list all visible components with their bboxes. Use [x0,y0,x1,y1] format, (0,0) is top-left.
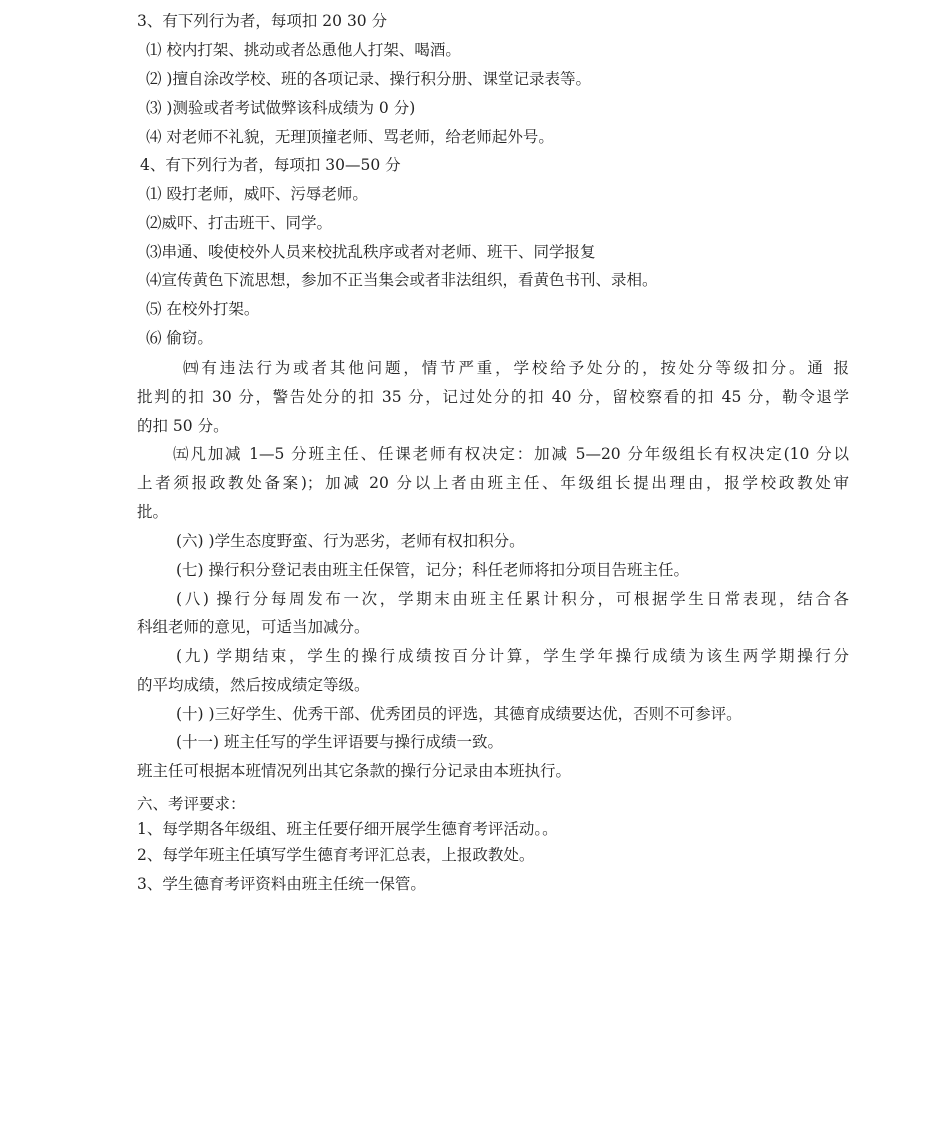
text-line: ⑴ 校内打架、挑动或者怂恿他人打架、喝酒。 [146,41,461,59]
text-line: ⑶ )测验或者考试做弊该科成绩为 0 分) [146,99,416,117]
text-line: 3、有下列行为者，每项扣 20 30 分 [137,12,388,30]
text-line: (十) )三好学生、优秀干部、优秀团员的评选，其德育成绩要达优，否则不可参评。 [176,705,742,723]
text-line: ⑵威吓、打击班干、同学。 [146,214,333,232]
text-line: 班主任可根据本班情况列出其它条款的操行分记录由本班执行。 [137,762,572,780]
text-line: ⑸ 在校外打架。 [146,300,260,318]
text-line: ⑹ 偷窃。 [146,329,213,347]
text-line: ⑵ )擅自涂改学校、班的各项记录、操行积分册、课堂记录表等。 [146,70,591,88]
text-line: 1、每学期各年级组、班主任要仔细开展学生德育考评活动。。 [137,820,558,838]
text-line: 上者须报政教处备案)；加减 20 分以上者由班主任、年级组长提出理由，报学校政教处审 [137,474,849,492]
text-line: ⑷宣传黄色下流思想，参加不正当集会或者非法组织，看黄色书刊、录相。 [146,271,658,289]
text-line: (九) 学期结束，学生的操行成绩按百分计算，学生学年操行成绩为该生两学期操行分 [176,647,849,665]
text-line: (八) 操行分每周发布一次，学期末由班主任累计积分，可根据学生日常表现，结合各 [176,590,849,608]
text-line: (七) 操行积分登记表由班主任保管，记分；科任老师将扣分项目告班主任。 [176,561,690,579]
text-line: ㈤凡加减 1—5 分班主任、任课老师有权决定：加减 5—20 分年级组长有权决定(10 分以 [173,445,849,463]
text-line: 4、有下列行为者，每项扣 30—50 分 [140,156,401,174]
text-line: 的平均成绩，然后按成绩定等级。 [137,676,370,694]
text-line: ⑶串通、唆使校外人员来校扰乱秩序或者对老师、班干、同学报复 [146,243,596,261]
text-line: 3、学生德育考评资料由班主任统一保管。 [137,875,426,893]
text-line: (十一) 班主任写的学生评语要与操行成绩一致。 [176,733,504,751]
text-line: (六) )学生态度野蛮、行为恶劣，老师有权扣积分。 [176,532,525,550]
text-line: 批。 [137,503,169,521]
text-line: ⑴ 殴打老师，威吓、污辱老师。 [146,185,368,203]
section-heading: 六、考评要求： [137,795,246,813]
text-line: 2、每学年班主任填写学生德育考评汇总表，上报政教处。 [137,846,535,864]
text-line: 科组老师的意见，可适当加减分。 [137,618,370,636]
text-line: 的扣 50 分。 [137,417,229,435]
text-line: ⑷ 对老师不礼貌，无理顶撞老师、骂老师，给老师起外号。 [146,128,554,146]
text-line: 批判的扣 30 分，警告处分的扣 35 分，记过处分的扣 40 分，留校察看的扣 45 分，勒令退学 [137,388,849,406]
text-line: ㈣有违法行为或者其他问题，情节严重，学校给予处分的，按处分等级扣分。通 报 [183,359,849,377]
